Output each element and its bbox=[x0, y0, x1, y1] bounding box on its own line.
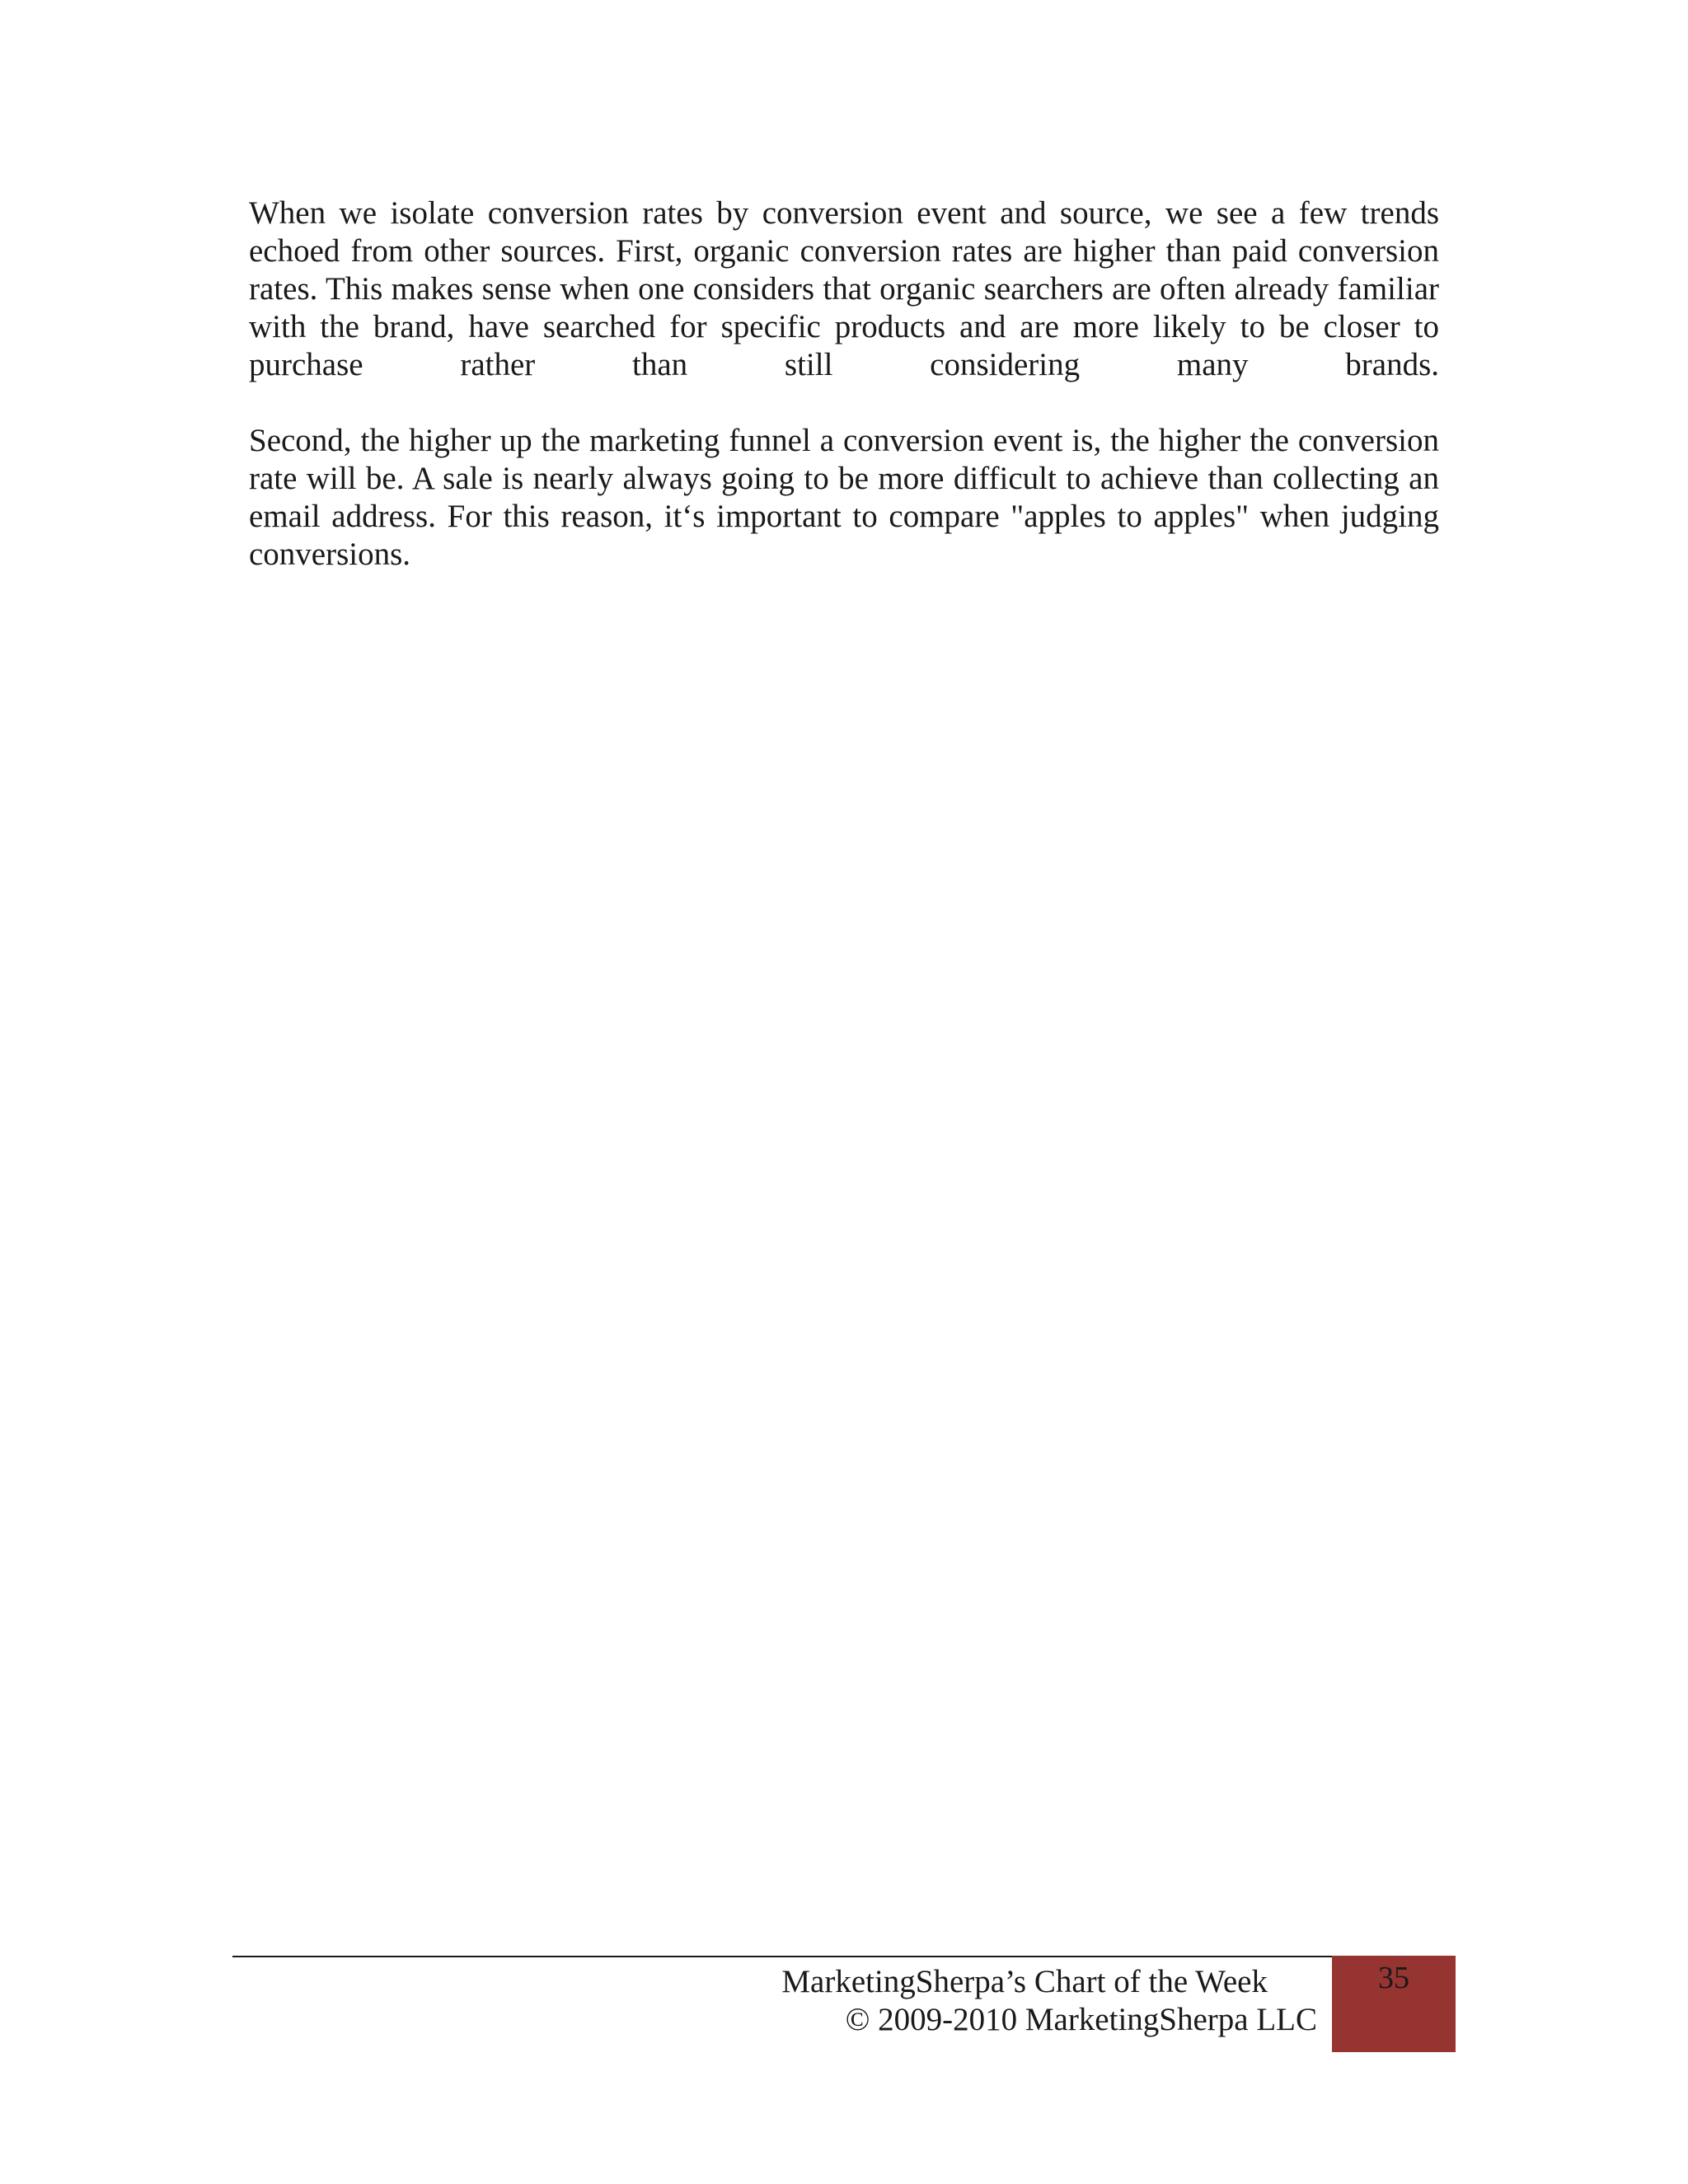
footer-publication-title: MarketingSherpa’s Chart of the Week bbox=[781, 1964, 1268, 1999]
page-number: 35 bbox=[1378, 1961, 1409, 1995]
page-number-box bbox=[1332, 1956, 1456, 2052]
paragraph-conversion-trends: When we isolate conversion rates by conversion event and source, we see a few trends echoed from other sources. First, organic conversion rates are higher than paid conversion rates. This makes sense when one considers that organic searchers are often already familiar with the brand, have searched for specific products and are more likely to be closer to purchase rather than still considering many brands. bbox=[249, 195, 1439, 382]
paragraph-marketing-funnel: Second, the higher up the marketing funnel a conversion event is, the higher the conversion rate will be. A sale is nearly always going to be more difficult to achieve than collecting an email address. For this reason, it‘s important to compare "apples to apples" when judging conversions. bbox=[249, 423, 1439, 572]
footer-divider bbox=[232, 1956, 1334, 1957]
footer-copyright: © 2009-2010 MarketingSherpa LLC bbox=[845, 2002, 1317, 2037]
body-text bbox=[249, 194, 1439, 574]
footer-credits bbox=[781, 1963, 1317, 2039]
